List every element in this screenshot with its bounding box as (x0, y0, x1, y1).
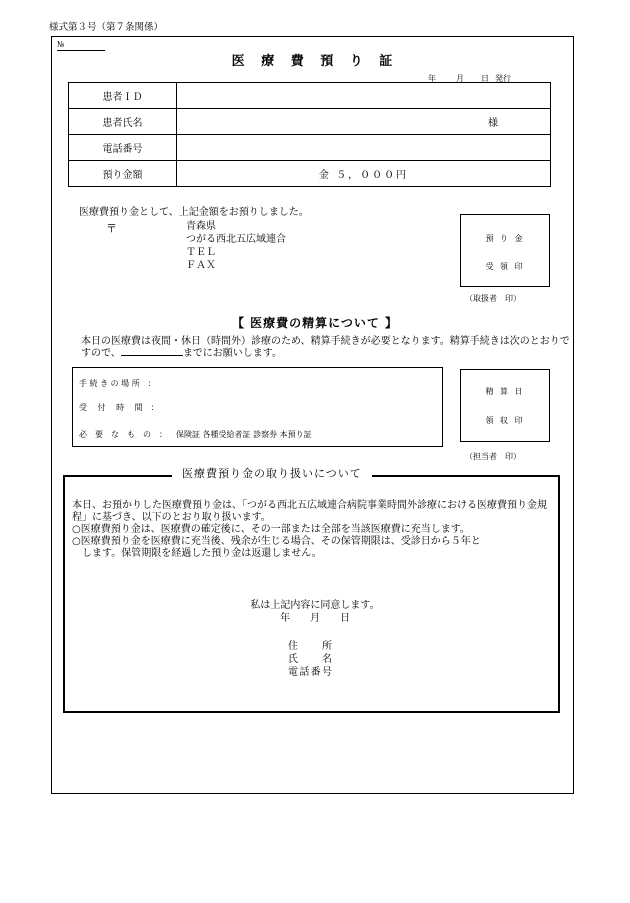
deadline-blank[interactable] (121, 355, 183, 356)
consent-statement: 私は上記内容に同意します。 (250, 600, 380, 611)
table-row (69, 109, 551, 135)
procedure-needs-row (79, 429, 312, 440)
stamp-label-settle-date: 精 算 日 (485, 387, 525, 396)
phone-label: 電話番号 (69, 135, 177, 161)
stamp-label-receipt: 領 収 印 (485, 416, 525, 425)
address-fax: ＦＡＸ (186, 260, 216, 271)
issue-year-label: 年 (428, 74, 436, 83)
address-prefecture: 青森県 (186, 221, 216, 232)
settlement-notice (81, 336, 571, 360)
handling-body (72, 500, 557, 560)
patient-id-label: 患者ＩＤ (69, 83, 177, 109)
staff-seal-note: （担当者 印） (465, 452, 521, 461)
stamp-label-deposit: 預 り 金 (485, 234, 525, 243)
consent-date (0, 612, 630, 625)
handler-seal-note: （取扱者 印） (465, 294, 521, 303)
table-row (69, 83, 551, 109)
phone-field[interactable] (177, 135, 551, 161)
stamp-label-received: 受 領 印 (485, 262, 525, 271)
notice-text-part2: までにお願いします。 (182, 348, 283, 359)
deposit-amount-label: 預り金額 (69, 161, 177, 187)
signature-phone-label: 電話番号 (288, 667, 332, 678)
settlement-stamp-box (460, 369, 550, 442)
patient-name-label: 患者氏名 (69, 109, 177, 135)
handling-item-1: ○医療費預り金は、医療費の確定後に、その一部または全部を当該医療費に充当します。 (72, 524, 470, 535)
needs-label: 必 要 な も の ： (79, 430, 167, 439)
patient-id-field[interactable] (177, 83, 551, 109)
form-label: 様式第３号（第７条関係） (49, 22, 164, 33)
receipt-stamp-box (460, 214, 550, 287)
signature-address-label: 住所 (288, 641, 332, 652)
handling-title: 医療費預り金の取り扱いについて (172, 465, 372, 481)
patient-info-table (68, 82, 551, 187)
deposit-amount-value: 金 ５，０００円 (177, 161, 551, 187)
issue-suffix: 発行 (495, 74, 511, 83)
procedure-place-row (79, 378, 176, 389)
place-label: 手 続 き の 場 所 ： (79, 379, 156, 388)
issue-month-label: 月 (456, 74, 464, 83)
postal-mark: 〒 (106, 222, 117, 235)
notice-text-part1: 本日の医療費は夜間・休日（時間外）診療のため、精算手続きが必要となります。精算手続きは次のとおりですので、 (81, 336, 570, 359)
receipt-statement: 医療費預り金として、上記金額をお預りしました。 (79, 207, 309, 218)
handling-item-2: ○医療費預り金を医療費に充当後、残余が生じる場合、その保管期限は、受診日から５年と (72, 536, 481, 547)
table-row (69, 161, 551, 187)
patient-name-field[interactable] (177, 109, 551, 135)
address-organization: つがる西北五広域連合 (186, 234, 286, 245)
table-row (69, 135, 551, 161)
consent-month-label: 月 (310, 613, 320, 624)
issuer-address (186, 220, 286, 272)
procedure-hours-row (79, 402, 176, 413)
hours-label: 受 付 時 間 ： (79, 403, 159, 412)
address-tel: ＴＥＬ (186, 247, 216, 258)
settlement-heading: 【 医療費の精算について 】 (231, 316, 399, 330)
consent-year-label: 年 (280, 613, 290, 624)
procedure-box (72, 367, 443, 447)
consent-block (0, 599, 630, 625)
handling-intro: 本日、お預かりした医療費預り金は、「つがる西北五広域連合病院事業時間外診療における医療費預り金規程」に基づき、以下のとおり取り扱います。 (72, 500, 547, 523)
serial-number-field[interactable]: № (57, 39, 105, 51)
honorific-suffix: 様 (488, 118, 498, 129)
signature-name-label: 氏名 (288, 654, 332, 665)
needs-value: 保険証 各種受給者証 診察券 本預り証 (176, 430, 312, 439)
consent-day-label: 日 (340, 613, 350, 624)
page-title: 医 療 費 預 り 証 (231, 54, 399, 69)
handling-item-2-cont: します。保管期限を経過した預り金は返還しません。 (82, 548, 322, 559)
issue-day-label: 日 (481, 74, 489, 83)
signature-fields (288, 640, 332, 679)
